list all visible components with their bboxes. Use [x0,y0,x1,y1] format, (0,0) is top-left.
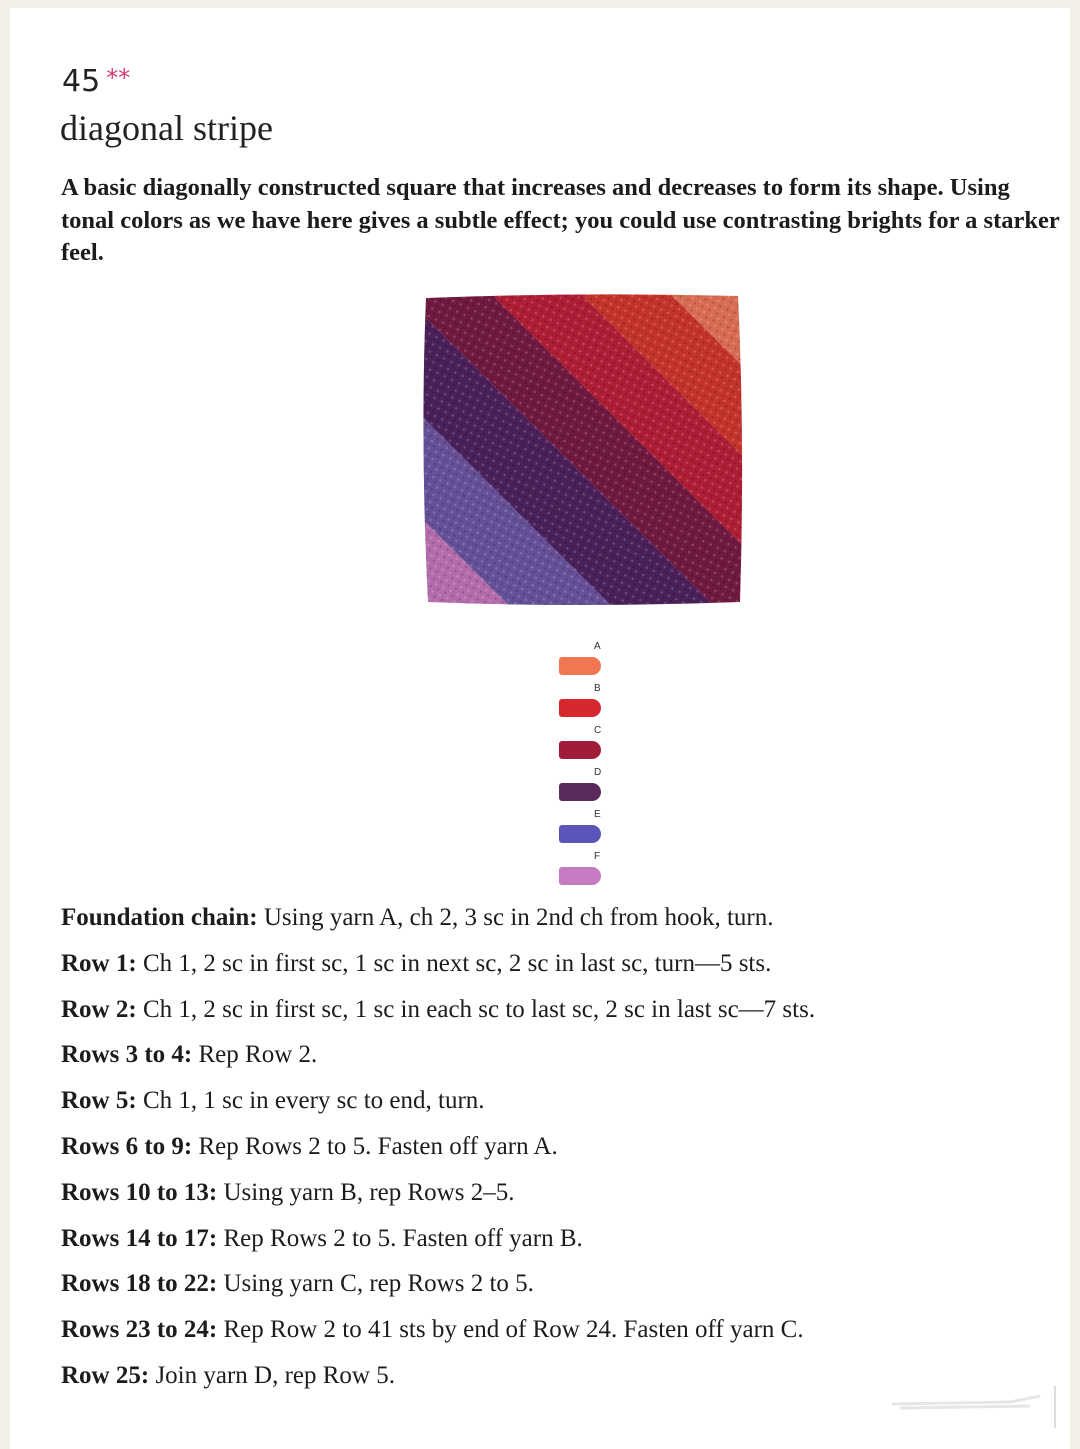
yarn-color-chip [559,825,601,843]
swatch-texture [420,292,745,606]
instruction-label: Rows 6 to 9: [61,1133,193,1160]
instruction-label: Row 2: [61,995,137,1023]
instruction-text: Using yarn B, rep Rows 2–5. [217,1178,515,1206]
pattern-title: diagonal stripe [60,108,273,148]
instruction-label: Row 25: [61,1362,150,1389]
instruction-label: Rows 14 to 17: [61,1224,218,1252]
instruction-text: Join yarn D, rep Row 5. [149,1362,395,1389]
instruction-label: Rows 3 to 4: [61,1041,193,1069]
yarn-key-item [556,683,616,723]
scan-artifact [890,1380,1070,1430]
yarn-color-chip [559,699,601,717]
crochet-swatch-image [420,292,745,606]
instruction-row [61,1085,485,1117]
yarn-letter: D [594,767,602,778]
difficulty-stars: ** [106,64,131,92]
intro-paragraph: A basic diagonally constructed square that increases and decreases to form its shape. Using tonal colors as we have here gives a subtle effect; you could use contrasting brights for a starker feel. [61,174,1060,266]
instruction-text: Rep Rows 2 to 5. Fasten off yarn B. [217,1224,583,1252]
yarn-key-item [556,641,616,681]
instruction-text: Rep Rows 2 to 5. Fasten off yarn A. [192,1133,558,1160]
instruction-label: Row 5: [61,1087,137,1115]
yarn-letter: A [594,641,601,652]
yarn-letter: B [594,683,601,694]
instruction-label: Rows 18 to 22: [61,1270,218,1298]
yarn-color-chip [559,741,601,759]
swatch-svg [420,292,745,606]
yarn-key-item [556,767,616,807]
instruction-text: Ch 1, 2 sc in first sc, 1 sc in next sc, 2 sc in last sc, turn—5 sts. [136,949,772,977]
instruction-row [61,1360,395,1392]
yarn-letter: E [594,809,601,820]
yarn-color-key [556,641,616,881]
instruction-text: Rep Row 2. [192,1041,318,1069]
yarn-color-chip [559,657,601,675]
instruction-text: Ch 1, 1 sc in every sc to end, turn. [136,1087,485,1115]
instruction-text: Using yarn A, ch 2, 3 sc in 2nd ch from hook, turn. [257,904,774,931]
pattern-number-value: 45 [62,64,101,99]
yarn-key-item [556,725,616,765]
yarn-color-chip [559,783,601,801]
yarn-key-item [556,851,616,891]
instruction-label: Rows 23 to 24: [61,1316,218,1344]
page [10,8,1070,1449]
instruction-row [61,1177,514,1209]
instruction-text: Using yarn C, rep Rows 2 to 5. [217,1270,534,1298]
instruction-text: Ch 1, 2 sc in first sc, 1 sc in each sc to last sc, 2 sc in last sc—7 sts. [136,995,816,1023]
yarn-key-item [556,809,616,849]
instruction-text: Rep Row 2 to 41 sts by end of Row 24. Fasten off yarn C. [217,1316,804,1344]
instruction-label: Rows 10 to 13: [61,1178,218,1206]
yarn-letter: F [594,851,601,862]
instruction-row [61,1039,317,1071]
instruction-label: Row 1: [61,949,137,977]
instruction-row [61,994,815,1026]
yarn-letter: C [594,725,602,736]
instruction-label: Foundation chain: [61,904,258,931]
instruction-row [61,1268,534,1300]
instruction-row [61,902,774,934]
instruction-row [61,948,771,980]
pattern-number [62,60,130,100]
yarn-color-chip [559,867,601,885]
instruction-row [61,1131,558,1163]
instruction-row [61,1314,804,1346]
instruction-row [61,1223,583,1255]
